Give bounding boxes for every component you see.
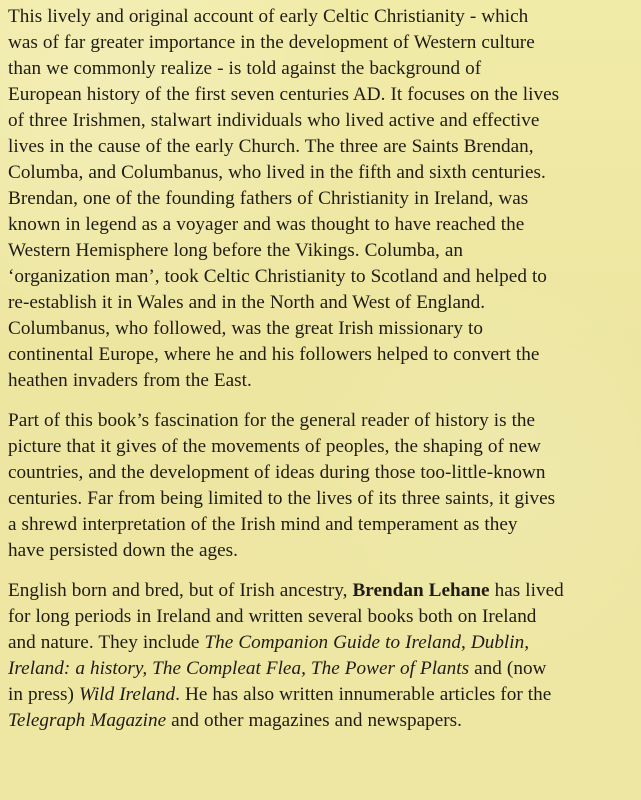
paragraph-1-line: Columba, and Columbanus, who lived in the fifth and sixth centuries. [8,162,546,183]
paragraph-2-line: centuries. Far from being limited to the lives of its three saints, it gives [8,488,556,509]
text-run: . He has also written innumerable articles for the [175,684,552,705]
paragraph-1-line: This lively and original account of early Celtic Christianity - which [8,6,529,27]
text-run: and (now [469,658,547,679]
paragraph-3-line [8,682,631,708]
book-title-run: The Companion Guide to Ireland, Dublin, [204,632,530,653]
paragraph-1-line: known in legend as a voyager and was thought to have reached the [8,214,525,235]
text-run: English born and bred, but of Irish ancestry, [8,580,353,601]
paragraph-1-line: re-establish it in Wales and in the North and West of England. [8,292,486,313]
paragraph-3-line [8,604,631,630]
paragraph-1-line: Columbanus, who followed, was the great Irish missionary to [8,318,483,339]
paragraph-1-line: of three Irishmen, stalwart individuals who lived active and effective [8,110,540,131]
book-title-run: Ireland: a history, The Compleat Flea, The Power of Plants [8,658,470,679]
paragraph-1-line: was of far greater importance in the development of Western culture [8,32,535,53]
paragraph-3-line [8,630,631,656]
paragraph-1-line: Brendan, one of the founding fathers of Christianity in Ireland, was [8,188,529,209]
text-run: has lived [489,580,564,601]
publication-title-run: Telegraph Magazine [8,710,167,731]
text-run: and other magazines and newspapers. [166,710,462,731]
paragraph-1-line: than we commonly realize - is told against the background of [8,58,482,79]
author-name: Brendan Lehane [352,580,490,601]
text-run: for long periods in Ireland and written several books both on Ireland [8,606,537,627]
paragraph-2-line: Part of this book’s fascination for the general reader of history is the [8,410,536,431]
book-title-run: Wild Ireland [78,684,176,705]
paragraph-2-line: countries, and the development of ideas during those too-little-known [8,462,546,483]
text-run: and nature. They include [8,632,205,653]
paragraph-2-line: a shrewd interpretation of the Irish mind and temperament as they [8,514,518,535]
text-run: in press) [8,684,79,705]
paragraph-2-line: have persisted down the ages. [8,540,238,561]
paragraph-3-line [8,578,631,604]
paragraph-1-line: Western Hemisphere long before the Vikings. Columba, an [8,240,464,261]
paragraph-1-line: European history of the first seven centuries AD. It focuses on the lives [8,84,560,105]
paragraph-3-line [8,708,631,734]
paragraph-2-line: picture that it gives of the movements of peoples, the shaping of new [8,436,541,457]
paragraph-3 [8,578,631,734]
paragraph-1-line: ‘organization man’, took Celtic Christianity to Scotland and helped to [8,266,547,287]
paragraph-1-line: lives in the cause of the early Church. The three are Saints Brendan, [8,136,534,157]
paragraph-3-line [8,656,631,682]
paragraph-1 [8,4,631,394]
paragraph-1-line: heathen invaders from the East. [8,370,252,391]
paragraph-1-line: continental Europe, where he and his followers helped to convert the [8,344,540,365]
paragraph-2 [8,408,631,564]
